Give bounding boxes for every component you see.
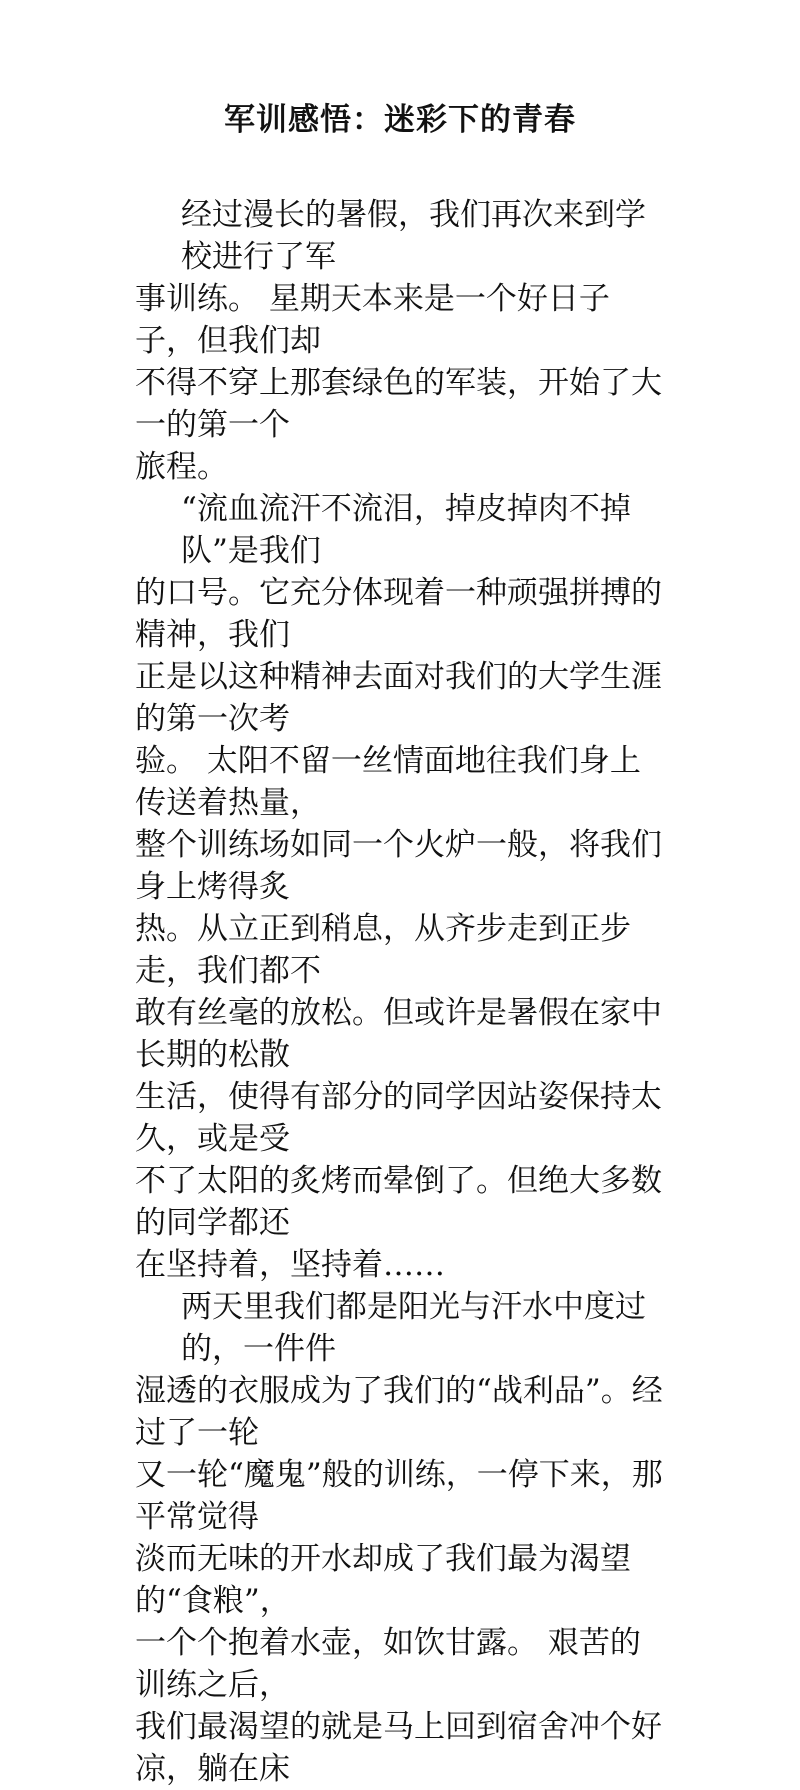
document-body bbox=[135, 194, 670, 1790]
paragraph bbox=[135, 1286, 670, 1790]
text-line: 事训练。 星期天本来是一个好日子 子，但我们却 bbox=[135, 281, 610, 359]
text-line: “流血流汗不流泪，掉皮掉肉不掉队”是我们 bbox=[181, 491, 631, 569]
text-line: 我们最渴望的就是马上回到宿舍冲个好凉，躺在床 bbox=[135, 1709, 662, 1787]
paragraph bbox=[135, 194, 670, 488]
text-line: 一个个抱着水壶，如饮甘露。 艰苦的训练之后， bbox=[135, 1625, 641, 1703]
document-title: 军训感悟：迷彩下的青春 bbox=[224, 102, 576, 138]
paragraph bbox=[135, 488, 670, 1286]
text-line: 旅程。 bbox=[135, 449, 228, 485]
text-line: 在坚持着，坚持着…… bbox=[135, 1247, 445, 1283]
text-line: 不得不穿上那套绿色的军装，开始了大一的第一个 bbox=[135, 365, 662, 443]
text-line: 正是以这种精神去面对我们的大学生涯的第一次考 bbox=[135, 659, 662, 737]
text-line: 两天里我们都是阳光与汗水中度过的，一件件 bbox=[181, 1289, 646, 1367]
text-line: 湿透的衣服成为了我们的“战利品”。经过了一轮 bbox=[135, 1373, 663, 1451]
text-line: 淡而无味的开水却成了我们最为渴望的“食粮”， bbox=[135, 1541, 631, 1619]
text-line: 不了太阳的炙烤而晕倒了。但绝大多数的同学都还 bbox=[135, 1163, 662, 1241]
text-line: 整个训练场如同一个火炉一般，将我们身上烤得炙 bbox=[135, 827, 662, 905]
text-line: 热。从立正到稍息，从齐步走到正步走，我们都不 bbox=[135, 911, 631, 989]
text-line: 又一轮“魔鬼”般的训练，一停下来，那平常觉得 bbox=[135, 1457, 663, 1535]
text-line: 敢有丝毫的放松。但或许是暑假在家中长期的松散 bbox=[135, 995, 662, 1073]
text-line: 的口号。它充分体现着一种顽强拼搏的精神，我们 bbox=[135, 575, 662, 653]
text-line: 经过漫长的暑假，我们再次来到学校进行了军 bbox=[181, 197, 646, 275]
text-line: 生活，使得有部分的同学因站姿保持太久，或是受 bbox=[135, 1079, 662, 1157]
text-line: 验。 太阳不留一丝情面地往我们身上传送着热量， bbox=[135, 743, 641, 821]
